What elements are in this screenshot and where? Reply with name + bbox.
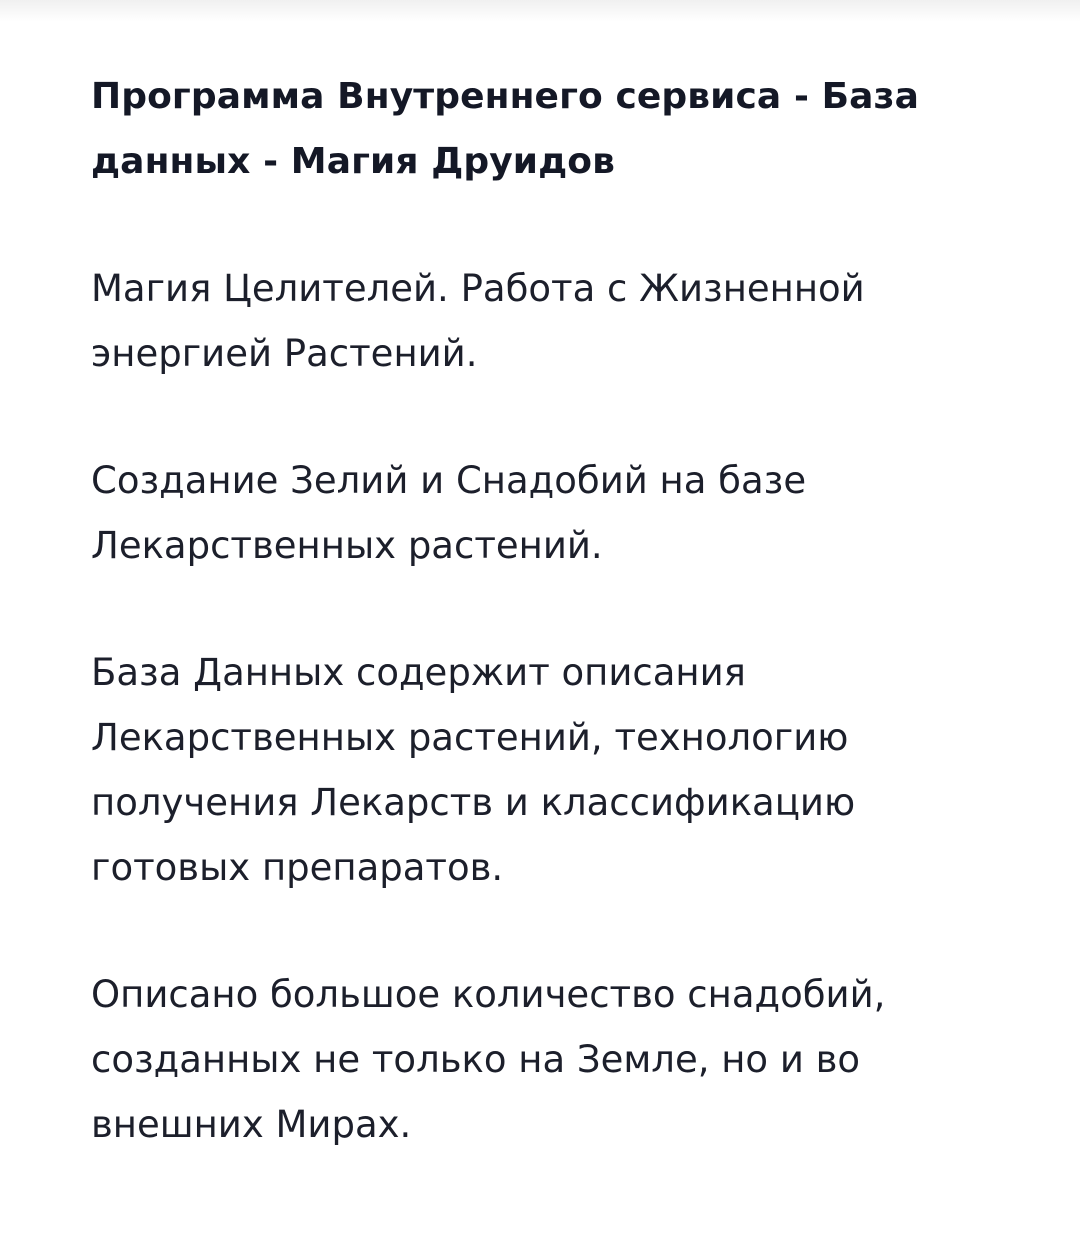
paragraph-remedies: Описано большое количество снадобий, созданных не только на Земле, но и во внешних Мирах. — [91, 973, 886, 1146]
article-title: Программа Внутреннего сервиса - База данных - Магия Друидов — [91, 76, 919, 182]
paragraph-healers-magic: Магия Целителей. Работа с Жизненной энергией Растений. — [91, 267, 865, 375]
paragraph-database-contents: База Данных содержит описания Лекарственных растений, технологию получения Лекарств и классификацию готовых препаратов. — [91, 651, 856, 889]
article — [91, 64, 991, 1157]
top-shadow — [0, 0, 1080, 22]
paragraph-potions: Создание Зелий и Снадобий на базе Лекарственных растений. — [91, 459, 807, 567]
